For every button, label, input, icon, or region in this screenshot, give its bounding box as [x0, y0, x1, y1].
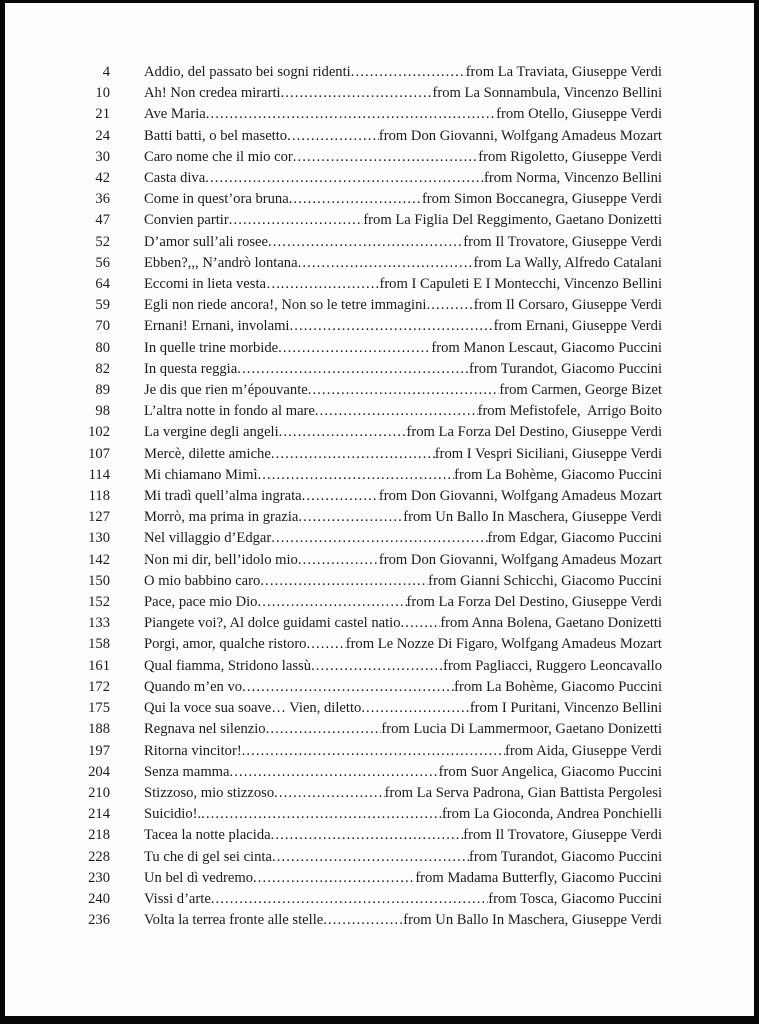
dot-leader: [298, 507, 403, 528]
dot-leader: [361, 698, 470, 719]
dot-leader: [260, 571, 428, 592]
toc-source: from Mefistofele, Arrigo Boito: [477, 403, 662, 420]
dot-leader: [242, 741, 505, 762]
toc-source: from Un Ballo In Maschera, Giuseppe Verdi: [403, 912, 662, 929]
toc-source: from Aida, Giuseppe Verdi: [505, 742, 662, 759]
toc-entry: [60, 210, 662, 231]
toc-entry: [60, 528, 662, 549]
toc-page-number: 118: [88, 488, 110, 505]
toc-source: from I Puritani, Vincenzo Bellini: [469, 700, 662, 717]
toc-entry: [60, 274, 662, 295]
dot-leader: [257, 592, 406, 613]
toc-entry: [60, 62, 662, 83]
toc-page-number: 197: [88, 742, 110, 759]
toc-source: from Manon Lescaut, Giacomo Puccini: [431, 339, 662, 356]
toc-page-number: 142: [88, 551, 110, 568]
toc-source: from Otello, Giuseppe Verdi: [496, 106, 662, 123]
dot-leader: [298, 253, 474, 274]
toc-source: from Rigoletto, Giuseppe Verdi: [478, 148, 662, 165]
toc-source: from La Gioconda, Andrea Ponchielli: [441, 806, 662, 823]
toc-source: from Tosca, Giacomo Puccini: [488, 890, 662, 907]
toc-title: Morrò, ma prima in grazia: [144, 509, 299, 526]
toc-source: from La Traviata, Giuseppe Verdi: [465, 64, 662, 80]
toc-source: from I Capuleti E I Montecchi, Vincenzo Bellini: [379, 276, 662, 293]
toc-list: [60, 62, 662, 931]
toc-page-number: 36: [95, 191, 110, 208]
toc-source: from Simon Boccanegra, Giuseppe Verdi: [421, 191, 662, 208]
toc-title: Mercè, dilette amiche: [144, 445, 271, 462]
dot-leader: [323, 910, 403, 931]
toc-entry: [60, 401, 662, 422]
toc-title: Non mi dir, bell’idolo mio: [144, 551, 298, 568]
toc-title: In quelle trine morbide: [144, 339, 279, 356]
toc-entry: [60, 465, 662, 486]
toc-page-number: 204: [88, 763, 110, 780]
toc-source: from Carmen, George Bizet: [499, 382, 662, 399]
toc-entry: [60, 126, 662, 147]
toc-source: from La Figlia Del Reggimento, Gaetano Donizetti: [363, 212, 662, 229]
toc-page-number: 80: [95, 339, 110, 356]
toc-title: In questa reggia: [144, 360, 238, 377]
toc-entry: [60, 762, 662, 783]
dot-leader: [315, 401, 478, 422]
toc-source: from Un Ballo In Maschera, Giuseppe Verdi: [403, 509, 662, 526]
toc-entry: [60, 380, 662, 401]
dot-leader: [272, 847, 469, 868]
toc-page-number: 188: [88, 721, 110, 738]
toc-source: from Don Giovanni, Wolfgang Amadeus Mozart: [378, 488, 662, 505]
toc-source: from Madama Butterfly, Giacomo Puccini: [415, 869, 662, 886]
toc-page-number: 214: [88, 806, 110, 823]
toc-entry: [60, 592, 662, 613]
toc-entry: [60, 613, 662, 634]
dot-leader: [253, 868, 415, 889]
toc-entry: [60, 847, 662, 868]
toc-title: Mi chiamano Mimì: [144, 466, 258, 483]
toc-source: from Anna Bolena, Gaetano Donizetti: [440, 615, 662, 632]
toc-entry: [60, 550, 662, 571]
toc-entry: [60, 422, 662, 443]
toc-page-number: 10: [95, 85, 110, 102]
toc-entry: [60, 698, 662, 719]
dot-leader: [205, 168, 484, 189]
toc-title: L’altra notte in fondo al mare: [144, 403, 315, 420]
toc-source: from Ernani, Giuseppe Verdi: [493, 318, 662, 335]
toc-page-number: 56: [95, 254, 110, 271]
toc-source: from Lucia Di Lammermoor, Gaetano Donizetti: [381, 721, 662, 738]
toc-page-number: 228: [88, 848, 110, 865]
dot-leader: [401, 613, 441, 634]
toc-source: from Don Giovanni, Wolfgang Amadeus Mozart: [378, 127, 662, 144]
toc-title: Vissi d’arte: [144, 890, 211, 907]
toc-source: from La Forza Del Destino, Giuseppe Verdi: [406, 424, 662, 441]
toc-entry: [60, 741, 662, 762]
toc-entry: [60, 677, 662, 698]
toc-title: O mio babbino caro: [144, 572, 261, 589]
toc-title: Batti batti, o bel masetto: [144, 127, 288, 144]
toc-page-number: 210: [88, 784, 110, 801]
dot-leader: [206, 104, 496, 125]
toc-source: from La Sonnambula, Vincenzo Bellini: [432, 85, 662, 102]
toc-entry: [60, 889, 662, 910]
dot-leader: [201, 804, 442, 825]
toc-title: La vergine degli angeli: [144, 424, 279, 441]
dot-leader: [290, 316, 494, 337]
toc-title: Ritorna vincitor!: [144, 742, 242, 759]
toc-source: from La Bohème, Giacomo Puccini: [454, 678, 662, 695]
toc-entry: [60, 571, 662, 592]
toc-source: from Il Corsaro, Giuseppe Verdi: [473, 297, 662, 314]
toc-entry: [60, 359, 662, 380]
dot-leader: [271, 444, 435, 465]
toc-page-number: 102: [88, 424, 110, 441]
toc-entry: [60, 338, 662, 359]
toc-title: Convien partir: [144, 212, 229, 229]
toc-entry: [60, 804, 662, 825]
toc-title: Egli non riede ancora!, Non so le tetre immagini: [144, 297, 427, 314]
toc-page-number: 158: [88, 636, 110, 653]
dot-leader: [306, 634, 345, 655]
toc-source: from Le Nozze Di Figaro, Wolfgang Amadeus Mozart: [345, 636, 662, 653]
toc-page-number: 236: [88, 912, 110, 929]
toc-entry: [60, 295, 662, 316]
dot-leader: [281, 274, 380, 295]
dot-leader: [237, 359, 469, 380]
dot-leader: [274, 783, 385, 804]
dot-leader: [211, 889, 488, 910]
document-page: [5, 3, 754, 1016]
toc-page-number: 107: [88, 445, 110, 462]
toc-page-number: 24: [95, 127, 110, 144]
toc-page-number: 98: [95, 403, 110, 420]
toc-source: from Il Trovatore, Giuseppe Verdi: [463, 827, 662, 844]
toc-source: from Don Giovanni, Wolfgang Amadeus Mozart: [378, 551, 662, 568]
dot-leader: [308, 380, 500, 401]
toc-entry: [60, 316, 662, 337]
toc-title: Tacea la notte placida: [144, 827, 271, 844]
toc-entry: [60, 83, 662, 104]
dot-leader: [271, 825, 464, 846]
toc-title: Qui la voce sua soave… Vien, diletto: [144, 700, 362, 717]
toc-source: from Suor Angelica, Giacomo Puccini: [438, 763, 662, 780]
toc-source: from I Vespri Siciliani, Giuseppe Verdi: [434, 445, 662, 462]
toc-entry: [60, 104, 662, 125]
dot-leader: [293, 147, 479, 168]
toc-page-number: 82: [95, 360, 110, 377]
toc-entry: [60, 147, 662, 168]
toc-title: Ebben?,,, N’andrò lontana: [144, 254, 298, 271]
dot-leader: [230, 762, 439, 783]
toc-page-number: 21: [95, 106, 110, 123]
dot-leader: [281, 83, 433, 104]
toc-title: Regnava nel silenzio: [144, 721, 266, 738]
toc-source: from Norma, Vincenzo Bellini: [484, 170, 662, 187]
toc-title: Piangete voi?, Al dolce guidami castel natio: [144, 615, 401, 632]
toc-entry: [60, 656, 662, 677]
dot-leader: [266, 719, 382, 740]
toc-page-number: 161: [88, 657, 110, 674]
toc-page-number: 175: [88, 700, 110, 717]
dot-leader: [229, 210, 364, 231]
toc-entry: [60, 719, 662, 740]
toc-page-number: 127: [88, 509, 110, 526]
toc-title: Come in quest’ora bruna: [144, 191, 289, 208]
toc-title: Stizzoso, mio stizzoso: [144, 784, 275, 801]
toc-title: Ernani! Ernani, involami: [144, 318, 290, 335]
dot-leader: [271, 528, 487, 549]
toc-page-number: 47: [95, 212, 110, 229]
toc-entry: [60, 634, 662, 655]
dot-leader: [311, 656, 443, 677]
toc-title: Suicidio!.: [144, 806, 202, 823]
toc-entry: [60, 168, 662, 189]
toc-title: D’amor sull’ali rosee: [144, 233, 269, 250]
toc-entry: [60, 189, 662, 210]
dot-leader: [287, 126, 379, 147]
toc-title: Pace, pace mio Dio: [144, 594, 258, 611]
toc-title: Porgi, amor, qualche ristoro: [144, 636, 307, 653]
toc-title: Un bel dì vedremo: [144, 869, 254, 886]
toc-title: Ave Maria: [144, 106, 206, 123]
toc-page-number: 130: [88, 530, 110, 547]
dot-leader: [289, 189, 422, 210]
toc-title: Ah! Non credea mirarti: [144, 85, 281, 102]
toc-title: Qual fiamma, Stridono lassù: [144, 657, 311, 674]
toc-source: from Turandot, Giacomo Puccini: [469, 360, 662, 377]
toc-entry: [60, 825, 662, 846]
toc-title: Casta diva: [144, 170, 206, 187]
toc-page-number: 218: [88, 827, 110, 844]
toc-source: from Turandot, Giacomo Puccini: [469, 848, 662, 865]
toc-page-number: 152: [88, 594, 110, 611]
toc-page-number: 230: [88, 869, 110, 886]
toc-source: from Pagliacci, Ruggero Leoncavallo: [443, 657, 662, 674]
toc-entry: [60, 910, 662, 931]
toc-title: Mi tradì quell’alma ingrata: [144, 488, 302, 505]
toc-page-number: 52: [95, 233, 110, 250]
toc-title: Addio, del passato bei sogni ridenti: [144, 64, 351, 80]
dot-leader: [279, 422, 407, 443]
toc-page-number: 4: [102, 64, 110, 80]
toc-source: from Edgar, Giacomo Puccini: [487, 530, 662, 547]
toc-page-number: 114: [88, 466, 110, 483]
toc-title: Caro nome che il mio cor: [144, 148, 293, 165]
toc-page-number: 172: [88, 678, 110, 695]
toc-title: Je dis que rien m’épouvante: [144, 382, 308, 399]
toc-source: from Gianni Schicchi, Giacomo Puccini: [428, 572, 662, 589]
toc-page-number: 89: [95, 382, 110, 399]
toc-page-number: 59: [95, 297, 110, 314]
toc-page-number: 240: [88, 890, 110, 907]
toc-title: Eccomi in lieta vesta…: [144, 276, 281, 293]
toc-title: Quando m’en vo: [144, 678, 243, 695]
toc-source: from La Forza Del Destino, Giuseppe Verdi: [406, 594, 662, 611]
dot-leader: [298, 550, 379, 571]
toc-page-number: 133: [88, 615, 110, 632]
toc-page-number: 30: [95, 148, 110, 165]
dot-leader: [258, 465, 455, 486]
toc-title: Tu che di gel sei cinta: [144, 848, 272, 865]
toc-entry: [60, 868, 662, 889]
toc-entry: [60, 253, 662, 274]
toc-page-number: 42: [95, 170, 110, 187]
toc-source: from La Wally, Alfredo Catalani: [473, 254, 662, 271]
toc-page-number: 150: [88, 572, 110, 589]
dot-leader: [242, 677, 454, 698]
toc-page-number: 64: [95, 276, 110, 293]
toc-title: Senza mamma: [144, 763, 230, 780]
toc-page-number: 70: [95, 318, 110, 335]
toc-entry: [60, 232, 662, 253]
toc-source: from Il Trovatore, Giuseppe Verdi: [463, 233, 662, 250]
toc-entry: [60, 444, 662, 465]
toc-entry: [60, 507, 662, 528]
dot-leader: [302, 486, 379, 507]
dot-leader: [351, 62, 466, 83]
toc-source: from La Bohème, Giacomo Puccini: [454, 466, 662, 483]
dot-leader: [278, 338, 431, 359]
dot-leader: [268, 232, 463, 253]
toc-source: from La Serva Padrona, Gian Battista Pergolesi: [384, 784, 662, 801]
toc-title: Volta la terrea fronte alle stelle: [144, 912, 324, 929]
toc-entry: [60, 783, 662, 804]
dot-leader: [426, 295, 473, 316]
toc-title: Nel villaggio d’Edgar: [144, 530, 272, 547]
toc-entry: [60, 486, 662, 507]
